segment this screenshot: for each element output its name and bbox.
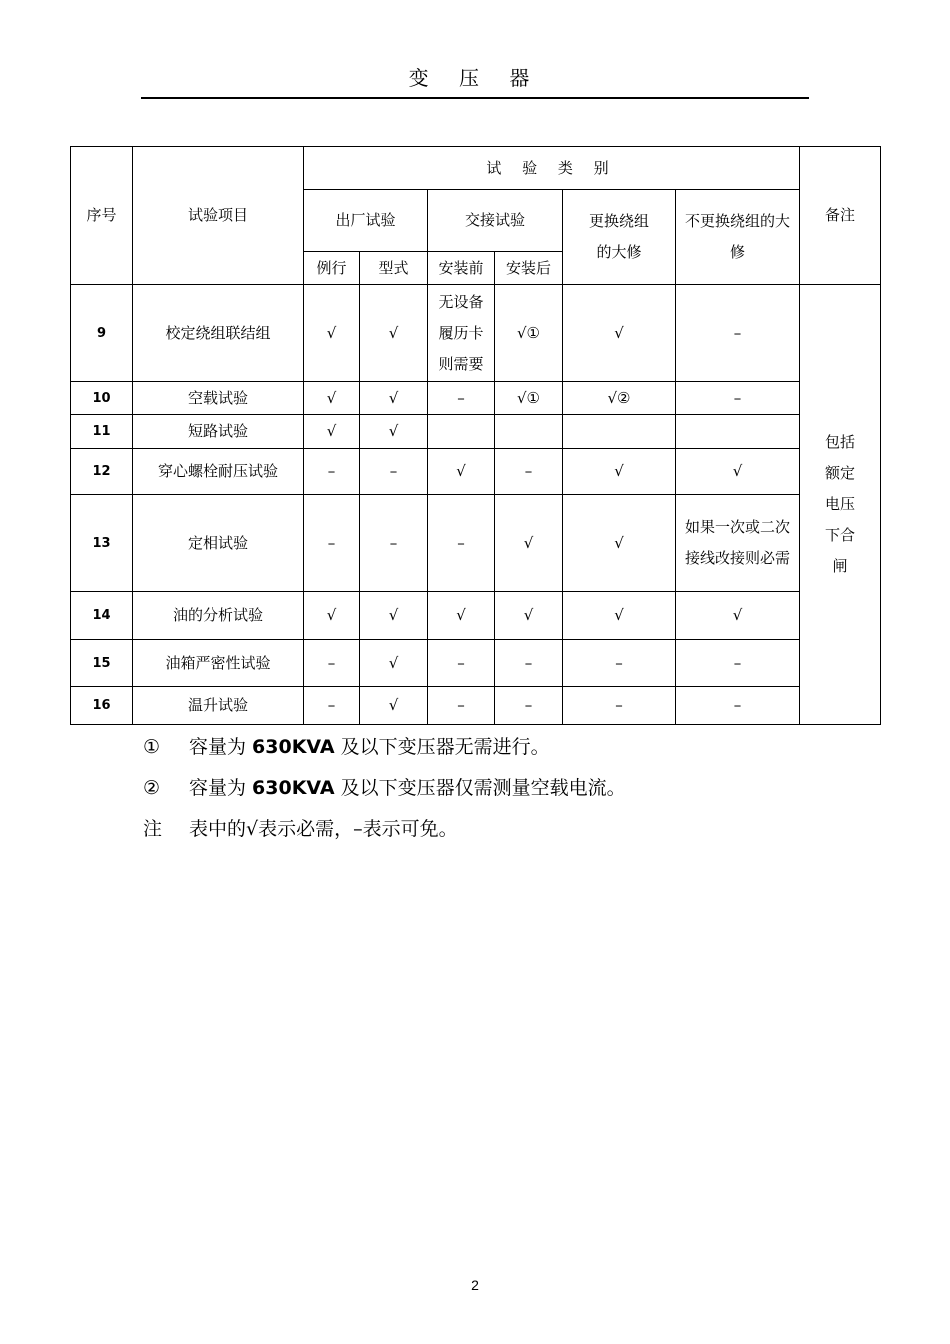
cell-norewind: 如果一次或二次接线改接则必需 [676,495,800,592]
cell-rewind [563,415,676,449]
row-number: 15 [71,640,133,687]
row-number: 11 [71,415,133,449]
cell-rewind: √② [563,382,676,415]
cell-before [428,415,495,449]
cell-before: 无设备履历卡则需要 [428,285,495,382]
cell-norewind: – [676,285,800,382]
cell-type: – [360,449,428,495]
footnote [143,730,626,771]
footnote-mark: ② [143,777,161,799]
header-norewind: 不更换绕组的大修 [676,190,800,285]
row-item: 短路试验 [133,415,304,449]
footnote-text: 容量为 [189,777,253,799]
cell-rewind: √ [563,592,676,640]
cell-type: √ [360,687,428,725]
row-item: 温升试验 [133,687,304,725]
row-number: 13 [71,495,133,592]
cell-norewind [676,415,800,449]
cell-norewind: – [676,382,800,415]
cell-after: √ [495,592,563,640]
cell-type: – [360,495,428,592]
cell-routine: – [304,687,360,725]
cell-norewind: √ [676,592,800,640]
cell-rewind: – [563,687,676,725]
table-row [71,415,881,449]
cell-routine: – [304,449,360,495]
footnote-text: 及以下变压器仅需测量空载电流。 [334,777,626,799]
footnote-text: 表中的√表示必需，–表示可免。 [189,818,458,840]
cell-type: √ [360,640,428,687]
header-remark: 备注 [800,147,881,285]
cell-before: √ [428,449,495,495]
cell-norewind: – [676,687,800,725]
footnote-capacity: 630KVA [252,777,335,799]
table-row [71,382,881,415]
table-row [71,687,881,725]
header-rewind: 更换绕组的大修 [563,190,676,285]
test-table [70,146,881,725]
cell-before: √ [428,592,495,640]
page-title: 变 压 器 [408,66,542,90]
header-type: 型式 [360,252,428,285]
row-number: 10 [71,382,133,415]
cell-norewind: – [676,640,800,687]
header-item: 试验项目 [133,147,304,285]
cell-before: – [428,382,495,415]
footnote-text: 及以下变压器无需进行。 [334,736,550,758]
footnote-mark: 注 [143,818,163,840]
cell-routine: √ [304,382,360,415]
row-number: 12 [71,449,133,495]
footnote-text: 容量为 [189,736,253,758]
footnote-capacity: 630KVA [252,736,335,758]
cell-routine: – [304,495,360,592]
cell-after: – [495,687,563,725]
header-before: 安装前 [428,252,495,285]
cell-type: √ [360,415,428,449]
header-routine: 例行 [304,252,360,285]
cell-routine: – [304,640,360,687]
cell-after: √① [495,382,563,415]
cell-routine: √ [304,285,360,382]
row-item: 油的分析试验 [133,592,304,640]
row-item: 油箱严密性试验 [133,640,304,687]
footnote [143,812,626,853]
cell-routine: √ [304,592,360,640]
remark-cell: 包括额定电压下合闸 [800,285,881,725]
cell-norewind: √ [676,449,800,495]
footnote [143,771,626,812]
cell-rewind: √ [563,495,676,592]
header-category: 试 验 类 别 [304,147,800,190]
row-item: 空载试验 [133,382,304,415]
cell-before: – [428,495,495,592]
table-row [71,285,881,382]
cell-rewind: √ [563,449,676,495]
cell-after: – [495,449,563,495]
footnote-mark: ① [143,736,161,758]
header-handover: 交接试验 [428,190,563,252]
cell-after [495,415,563,449]
header-seq: 序号 [71,147,133,285]
cell-rewind: – [563,640,676,687]
row-item: 定相试验 [133,495,304,592]
footnotes [143,730,626,853]
row-item: 校定绕组联结组 [133,285,304,382]
row-item: 穿心螺栓耐压试验 [133,449,304,495]
page-number: 2 [471,1277,479,1293]
row-number: 14 [71,592,133,640]
cell-after: √① [495,285,563,382]
header-rule [141,97,809,99]
header-factory: 出厂试验 [304,190,428,252]
row-number: 16 [71,687,133,725]
cell-routine: √ [304,415,360,449]
table-row [71,495,881,592]
header-after: 安装后 [495,252,563,285]
cell-type: √ [360,382,428,415]
cell-before: – [428,640,495,687]
cell-type: √ [360,285,428,382]
table-row [71,449,881,495]
cell-after: – [495,640,563,687]
cell-type: √ [360,592,428,640]
row-number: 9 [71,285,133,382]
cell-before: – [428,687,495,725]
table-row [71,640,881,687]
table-row [71,592,881,640]
cell-rewind: √ [563,285,676,382]
cell-after: √ [495,495,563,592]
